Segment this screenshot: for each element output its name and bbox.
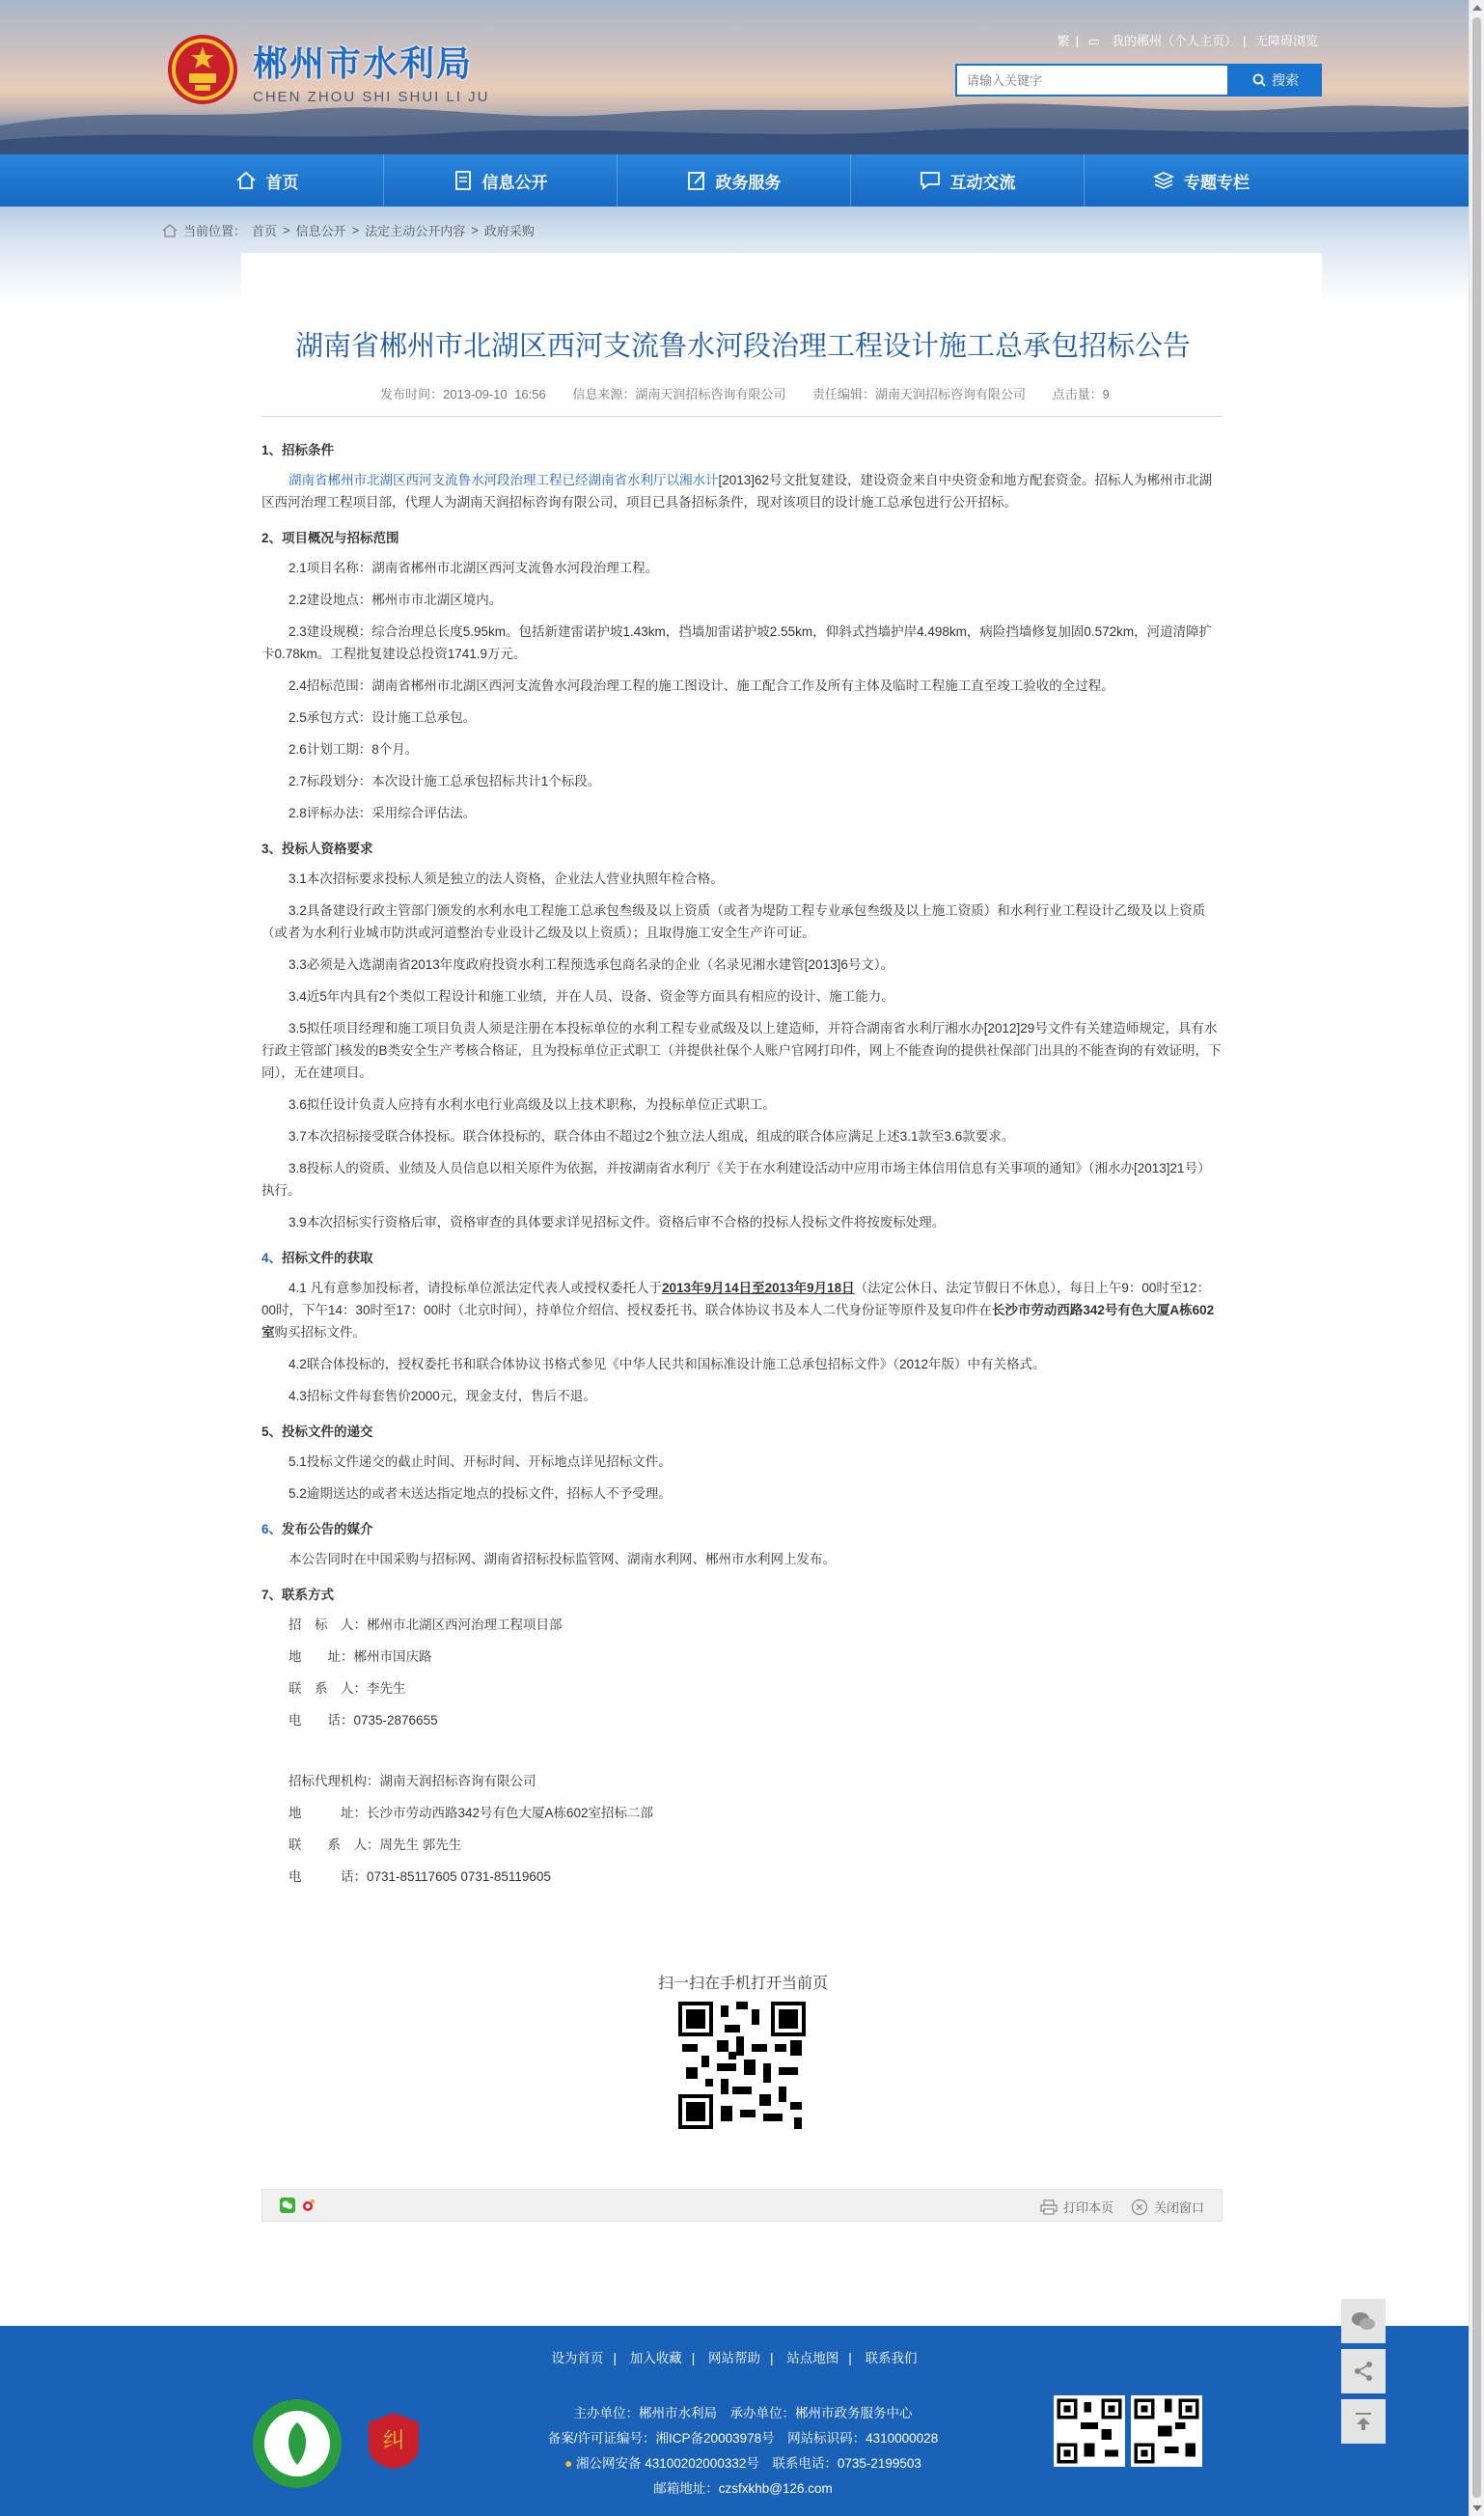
nav-topics[interactable] [1085,154,1318,207]
site-subtitle: CHEN ZHOU SHI SHUI LI JU [253,89,490,105]
footer-link-set-home[interactable]: 设为首页 [551,2351,604,2365]
paragraph: 2.3建设规模：综合治理总长度5.95km。包括新建雷诺护坡1.43km，挡墙加雷诺护坡2.55km，仰斜式挡墙护岸4.498km，病险挡墙修复加固0.572km，河道清障扩卡0.78km。工程批复建设总投资1741.9万元。 [261,624,1213,661]
nav-interaction[interactable] [851,154,1085,207]
national-emblem-logo [166,33,239,106]
paragraph: 4.2联合体投标的，授权委托书和联合体协议书格式参见《中华人民共和国标准设计施工总承包招标文件》（2012年版）中有关格式。 [289,1357,1046,1371]
paragraph: 3.6拟任设计负责人应持有水利水电行业高级及以上技术职称，为投标单位正式职工。 [289,1097,776,1112]
wechat-qr-code-image [1054,2395,1125,2467]
breadcrumb-sep: > [283,223,290,237]
paragraph: 3.7本次招标接受联合体投标。联合体投标的，联合体由不超过2个独立法人组成，组成的联合体应满足上述3.1款至3.6款要求。 [289,1129,1015,1144]
breadcrumb-info-public[interactable]: 信息公开 [295,224,346,238]
footer-link-sitemap[interactable]: 站点地图 [786,2351,839,2365]
section-heading [261,1247,1223,1269]
breadcrumb-legal-content[interactable]: 法定主动公开内容 [365,224,466,238]
contact-line: 招标代理机构：湖南天润招标咨询有限公司 [289,1774,536,1788]
share-icon [1353,2361,1374,2382]
nav-gov-service-label: 政务服务 [715,173,782,192]
breadcrumb-label: 当前位置： [183,224,247,238]
accessibility-link[interactable]: 无障碍浏览 [1254,34,1318,48]
scrollbar-thumb[interactable] [1472,17,1481,2498]
article-meta [262,384,1227,402]
scroll-down-arrow-icon[interactable] [1472,2505,1482,2511]
breadcrumb-sep: > [351,223,360,237]
contact-line: 电 话：0735-2876655 [289,1713,438,1728]
paragraph [261,1277,1223,1343]
chat-icon [920,171,941,190]
paragraph [261,469,1223,513]
article-toolbar [261,2189,1223,2222]
spacer [261,1741,1223,1770]
gov-error-correction-badge-icon[interactable] [367,2411,421,2471]
paragraph: 2.7标段划分：本次设计施工总承包招标共计1个标段。 [289,774,601,788]
paragraph: 3.3必须是入选湖南省2013年度政府投资水利工程预选承包商名录的企业（名录见湘水建管[2013]6号文）。 [289,957,894,972]
nav-topics-label: 专题专栏 [1184,173,1250,192]
nav-home[interactable] [151,154,384,207]
section-heading: 2、项目概况与招标范围 [261,531,399,545]
contact-line: 联 系 人：李先生 [289,1681,406,1696]
nav-gov-service[interactable] [618,154,851,207]
home-icon [162,224,178,237]
paragraph: 2.4招标范围：湖南省郴州市北湖区西河支流鲁水河段治理工程的施工图设计、施工配合工作及所有主体及临时工程施工直至竣工验收的全过程。 [289,678,1114,693]
side-tools [1341,2299,1386,2449]
contact-line: 招 标 人：郴州市北湖区西河治理工程项目部 [289,1617,563,1632]
paragraph: 2.2建设地点：郴州市市北湖区境内。 [289,593,503,607]
section-heading: 7、联系方式 [261,1588,335,1602]
paragraph-link[interactable]: 湖南省郴州市北湖区西河支流鲁水河段治理工程已经湖南省水利厅以湘水计 [289,473,719,487]
section-number: 4、 [261,1251,283,1265]
breadcrumb-sep: > [471,223,479,237]
weibo-share-icon[interactable] [301,2198,316,2213]
responsible-editor: 责任编辑：湖南天润招标咨询有限公司 [812,387,1027,401]
close-icon [1131,2198,1148,2216]
paragraph: 2.8评标办法：采用综合评估法。 [289,806,477,820]
paragraph: 3.2具备建设行政主管部门颁发的水利水电工程施工总承包叁级及以上资质（或者为堤防工程专业承包叁级及以上施工资质）和水利行业工程设计乙级及以上资质（或者为水利行业城市防洪或河道整治专业设计乙级及以上资质）；且取得施工安全生产许可证。 [261,903,1206,940]
footer-icp[interactable]: 备案/许可证编号：湘ICP备20003978号 网站标识码：4310000028 [547,2431,939,2446]
app-qr-code-image [1131,2395,1202,2467]
article-title: 湖南省郴州市北湖区西河支流鲁水河段治理工程设计施工总承包招标公告 [294,331,1191,362]
footer-police[interactable] [502,2451,984,2476]
footer-host: 主办单位：郴州市水利局 承办单位：郴州市政务服务中心 [573,2406,913,2420]
wechat-float-button[interactable] [1341,2299,1386,2343]
contact-line: 联 系 人：周先生 郭先生 [289,1838,462,1852]
search-button[interactable] [1229,64,1322,97]
police-badge-icon: ● [564,2456,573,2471]
footer-police-text: 湘公网安备 43100202000332号 联系电话：0735-2199503 [575,2456,921,2471]
paragraph: 5.1投标文件递交的截止时间、开标时间、开标地点详见招标文件。 [289,1454,672,1469]
site-footer [0,2326,1469,2516]
paragraph: 5.2逾期送达的或者未送达指定地点的投标文件，招标人不予受理。 [289,1486,672,1501]
print-button[interactable] [1040,2198,1113,2216]
qr-code-image [678,2002,806,2129]
civilization-badge-icon[interactable] [251,2397,344,2490]
footer-link-help[interactable]: 网站帮助 [708,2351,760,2365]
svg-text:纠: 纠 [382,2428,405,2452]
edit-icon [687,170,706,191]
paragraph-text: （法定公休日、法定节假日不休息），每日上午9：00时至12：00时，下午14：30时至17：00时（北京时间），持单位介绍信、授权委托书、联合体协议书及本人二代身份证等原件及复印件在 [261,1281,1210,1317]
search-icon [1252,73,1266,87]
paragraph: 2.1项目名称：湖南省郴州市北湖区西河支流鲁水河段治理工程。 [289,561,659,575]
share-float-button[interactable] [1341,2349,1386,2393]
contact-line: 地 址：长沙市劳动西路342号有色大厦A栋602室招标二部 [289,1806,654,1820]
nav-interaction-label: 互动交流 [949,173,1016,192]
close-label: 关闭窗口 [1153,2200,1204,2215]
paragraph: 本公告同时在中国采购与招标网、湖南省招标投标监管网、湖南水利网、郴州市水利网上发布。 [289,1552,836,1566]
arrow-up-icon [1353,2411,1374,2432]
section-number: 6、 [261,1522,283,1536]
paragraph: 3.8投标人的资质、业绩及人员信息以相关原件为依据，并按湖南省水利厅《关于在水利建设活动中应用市场主体信用信息有关事项的通知》（湘水办[2013]21号）执行。 [261,1161,1211,1198]
paragraph-text: [2013]62号文批复建设，建设资金来自中央资金和地方配套资金。招标人为郴州市北湖区西河治理工程项目部，代理人为湖南天润招标咨询有限公司，项目已具备招标条件，现对该项目的设计施工总承包进行公开招标。 [261,473,1213,510]
hit-count: 点击量：9 [1052,387,1110,401]
paragraph: 3.4近5年内具有2个类似工程设计和施工业绩，并在人员、设备、资金等方面具有相应的设计、施工能力。 [289,989,894,1004]
paragraph-text: 购买招标文件。 [274,1325,366,1340]
search-input[interactable] [955,64,1229,97]
section-heading: 5、投标文件的递交 [261,1424,373,1439]
main-nav [0,154,1469,207]
footer-links: 设为首页 | 加入收藏 | 网站帮助 | 站点地图 | 联系我们 [551,2351,918,2365]
paragraph: 3.1本次招标要求投标人须是独立的法人资格，企业法人营业执照年检合格。 [289,871,724,886]
section-heading: 3、投标人资格要求 [261,842,373,856]
site-title[interactable]: 郴州市水利局 [253,43,474,84]
site-header [0,0,1469,154]
print-label: 打印本页 [1062,2200,1113,2215]
printer-icon [1040,2199,1058,2215]
breadcrumb-home[interactable]: 首页 [252,224,278,238]
search-button-label: 搜索 [1272,72,1299,88]
contact-line: 电 话：0731-85117605 0731-85119605 [289,1869,551,1884]
footer-info [502,2401,984,2502]
scrollbar[interactable] [1469,0,1484,2516]
qr-caption: 扫一扫在手机打开当前页 [657,1976,828,1992]
traditional-chinese-link[interactable]: 繁 [1057,34,1070,48]
publish-time: 发布时间：2013-09-10 16:56 [380,387,546,401]
section-heading [261,1518,1223,1540]
top-links: 繁 | ▭ 我的郴州（个人主页） | 无障碍浏览 [1057,34,1318,48]
nav-info-public[interactable] [384,154,618,207]
section-title: 发布公告的媒介 [282,1522,373,1536]
footer-email: 邮箱地址：czsfxkhb@126.com [653,2481,833,2496]
wechat-share-icon[interactable] [280,2198,295,2213]
paragraph: 4.3招标文件每套售价2000元，现金支付，售后不退。 [289,1389,596,1403]
footer-link-contact[interactable]: 联系我们 [865,2351,918,2365]
breadcrumb [162,221,535,239]
address: 长沙市劳动西路342号有色大厦A栋602室 [261,1303,1215,1340]
nav-home-label: 首页 [265,173,299,192]
article-body [261,439,1223,1897]
section-heading: 1、招标条件 [261,443,335,457]
wechat-icon [1351,2310,1376,2332]
my-chenzhou-link[interactable]: 我的郴州（个人主页） [1111,34,1237,48]
nav-info-public-label: 信息公开 [481,173,548,192]
paragraph: 2.5承包方式：设计施工总承包。 [289,710,477,725]
contact-line: 地 址：郴州市国庆路 [289,1649,432,1664]
title-divider [261,416,1223,417]
back-to-top-button[interactable] [1341,2399,1386,2444]
breadcrumb-procurement[interactable]: 政府采购 [483,224,535,238]
footer-link-favorite[interactable]: 加入收藏 [629,2351,682,2365]
section-title: 招标文件的获取 [282,1251,373,1265]
paragraph: 3.5拟任项目经理和施工项目负责人须是注册在本投标单位的水利工程专业贰级及以上建造师，并符合湖南省水利厅湘水办[2012]29号文件有关建造师规定，具有水行政主管部门核发的B类安全生产考核合格证，且为投标单位正式职工（并提供社保个人账户官网打印件，网上不能查询的提供社保部门出具的不能查询的有效证明，下同），无在建项目。 [261,1021,1222,1080]
monitor-icon: ▭ [1087,34,1100,48]
close-window-button[interactable] [1131,2198,1204,2216]
info-source: 信息来源：湖南天润招标咨询有限公司 [572,387,786,401]
date-range: 2013年9月14日至2013年9月18日 [662,1281,855,1295]
paragraph-text: 4.1 凡有意参加投标者，请投标单位派法定代表人或授权委托人于 [289,1281,663,1295]
document-icon [453,170,473,191]
toolbar-actions [1040,2198,1204,2216]
home-icon [235,171,257,190]
layers-icon [1153,171,1174,190]
paragraph: 2.6计划工期：8个月。 [289,742,419,757]
paragraph: 3.9本次招标实行资格后审，资格审查的具体要求详见招标文件。资格后审不合格的投标人投标文件将按废标处理。 [289,1215,946,1230]
scroll-up-arrow-icon[interactable] [1472,5,1482,11]
share-icons [280,2198,316,2213]
